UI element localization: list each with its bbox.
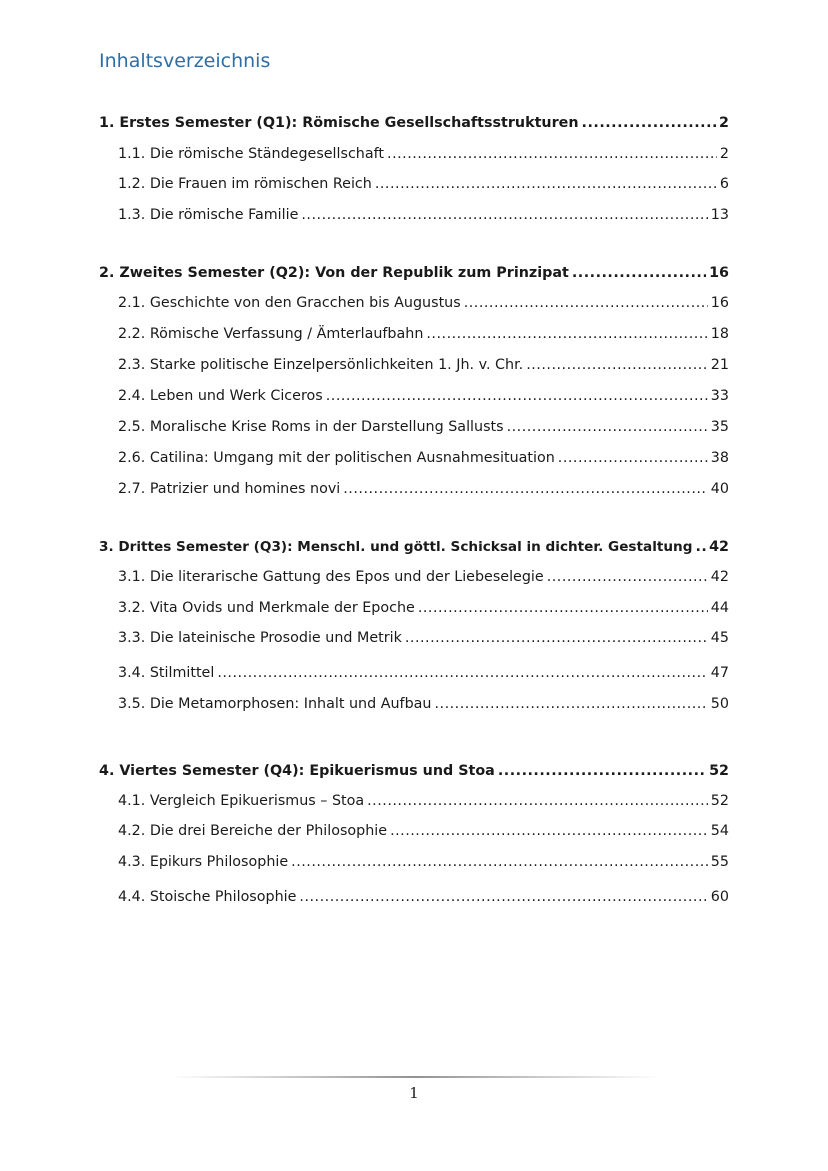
- toc-entry-label: 4.1. Vergleich Epikuerismus – Stoa: [118, 793, 365, 809]
- toc-page-number: 2: [719, 115, 729, 131]
- dot-leader: [375, 174, 717, 194]
- toc-page-number: 52: [709, 763, 729, 779]
- toc-section-2-4[interactable]: [118, 386, 729, 406]
- toc-page-number: 50: [710, 696, 729, 712]
- toc-page-number: 2: [719, 146, 729, 162]
- toc-entry-label: 3. Drittes Semester (Q3): Menschl. und göttl. Schicksal in dichter. Gestaltung: [99, 539, 693, 555]
- toc-page-number: 38: [710, 450, 729, 466]
- toc-section-4-4[interactable]: [118, 887, 729, 907]
- toc-section-3-1[interactable]: [118, 567, 729, 587]
- toc-section-2-7[interactable]: [118, 479, 729, 499]
- dot-leader: [418, 598, 708, 618]
- toc-section-4-2[interactable]: [118, 821, 729, 841]
- toc-section-2-5[interactable]: [118, 417, 729, 437]
- toc-entry-label: 4.4. Stoische Philosophie: [118, 889, 297, 905]
- dot-leader: [390, 821, 708, 841]
- toc-entry-label: 4.3. Epikurs Philosophie: [118, 854, 289, 870]
- toc-entry-label: 2.4. Leben und Werk Ciceros: [118, 388, 323, 404]
- toc-section-2-6[interactable]: [118, 448, 729, 468]
- toc-page-number: 18: [710, 326, 729, 342]
- toc-page-number: 55: [710, 854, 729, 870]
- footer-divider: [170, 1076, 660, 1078]
- toc-page-number: 54: [710, 823, 729, 839]
- toc-entry-label: 4.2. Die drei Bereiche der Philosophie: [118, 823, 388, 839]
- dot-leader: [217, 663, 707, 683]
- toc-chapter-2[interactable]: [99, 263, 729, 283]
- toc-section-3-4[interactable]: [118, 663, 729, 683]
- dot-leader: [434, 694, 707, 714]
- toc-entry-label: 2.1. Geschichte von den Gracchen bis Augustus: [118, 295, 461, 311]
- toc-chapter-1[interactable]: [99, 113, 729, 133]
- toc-chapter-4[interactable]: [99, 761, 729, 781]
- toc-entry-label: 1.2. Die Frauen im römischen Reich: [118, 176, 372, 192]
- toc-page-number: 60: [710, 889, 729, 905]
- toc-section-2-2[interactable]: [118, 324, 729, 344]
- toc-chapter-3[interactable]: [99, 537, 729, 557]
- toc-section-1-1[interactable]: [118, 144, 729, 164]
- toc-page-number: 52: [710, 793, 729, 809]
- toc-page-number: 21: [710, 357, 729, 373]
- toc-entry-label: 2.2. Römische Verfassung / Ämterlaufbahn: [118, 326, 424, 342]
- toc-entry-label: 2.3. Starke politische Einzelpersönlichkeiten 1. Jh. v. Chr.: [118, 357, 524, 373]
- dot-leader: [367, 791, 708, 811]
- dot-leader: [343, 479, 708, 499]
- toc-entry-label: 2.6. Catilina: Umgang mit der politischen Ausnahmesituation: [118, 450, 555, 466]
- toc-page-number: 42: [710, 569, 729, 585]
- dot-leader: [291, 852, 708, 872]
- toc-section-2-1[interactable]: [118, 293, 729, 313]
- toc-section-4-3[interactable]: [118, 852, 729, 872]
- page-number: 1: [409, 1084, 419, 1102]
- dot-leader: [582, 113, 717, 133]
- toc-entry-label: 1.3. Die römische Familie: [118, 207, 299, 223]
- dot-leader: [507, 417, 708, 437]
- toc-section-2-3[interactable]: [118, 355, 729, 375]
- toc-section-3-5[interactable]: [118, 694, 729, 714]
- dot-leader: [326, 386, 708, 406]
- toc-entry-label: 3.2. Vita Ovids und Merkmale der Epoche: [118, 600, 415, 616]
- dot-leader: [526, 355, 708, 375]
- dot-leader: [301, 205, 707, 225]
- toc-entry-label: 4. Viertes Semester (Q4): Epikuerismus und Stoa: [99, 763, 495, 779]
- toc-title: Inhaltsverzeichnis: [99, 50, 271, 72]
- dot-leader: [299, 887, 707, 907]
- toc-page-number: 35: [710, 419, 729, 435]
- toc-entry-label: 3.1. Die literarische Gattung des Epos und der Liebeselegie: [118, 569, 544, 585]
- dot-leader: [558, 448, 708, 468]
- toc-section-3-2[interactable]: [118, 598, 729, 618]
- toc-section-3-3[interactable]: [118, 628, 729, 648]
- toc-entry-label: 1. Erstes Semester (Q1): Römische Gesellschaftsstrukturen: [99, 115, 579, 131]
- dot-leader: [572, 263, 706, 283]
- dot-leader: [405, 628, 708, 648]
- toc-page-number: 13: [710, 207, 729, 223]
- dot-leader: [695, 537, 706, 557]
- dot-leader: [387, 144, 717, 164]
- toc-page-number: 33: [710, 388, 729, 404]
- toc-entry-label: 2.7. Patrizier und homines novi: [118, 481, 341, 497]
- toc-entry-label: 3.4. Stilmittel: [118, 665, 215, 681]
- toc-page-number: 16: [709, 265, 729, 281]
- toc-page-number: 16: [710, 295, 729, 311]
- toc-page-number: 44: [710, 600, 729, 616]
- toc-page-number: 42: [709, 539, 729, 555]
- toc-section-1-3[interactable]: [118, 205, 729, 225]
- dot-leader: [547, 567, 708, 587]
- toc-entry-label: 1.1. Die römische Ständegesellschaft: [118, 146, 385, 162]
- toc-page-number: 6: [719, 176, 729, 192]
- toc-entry-label: 2.5. Moralische Krise Roms in der Darstellung Sallusts: [118, 419, 504, 435]
- toc-page-number: 47: [710, 665, 729, 681]
- dot-leader: [464, 293, 708, 313]
- toc-section-1-2[interactable]: [118, 174, 729, 194]
- toc-entry-label: 3.5. Die Metamorphosen: Inhalt und Aufbau: [118, 696, 432, 712]
- dot-leader: [498, 761, 706, 781]
- toc-entry-label: 2. Zweites Semester (Q2): Von der Republik zum Prinzipat: [99, 265, 569, 281]
- toc-page-number: 40: [710, 481, 729, 497]
- toc-entry-label: 3.3. Die lateinische Prosodie und Metrik: [118, 630, 402, 646]
- dot-leader: [426, 324, 707, 344]
- toc-page-number: 45: [710, 630, 729, 646]
- toc-section-4-1[interactable]: [118, 791, 729, 811]
